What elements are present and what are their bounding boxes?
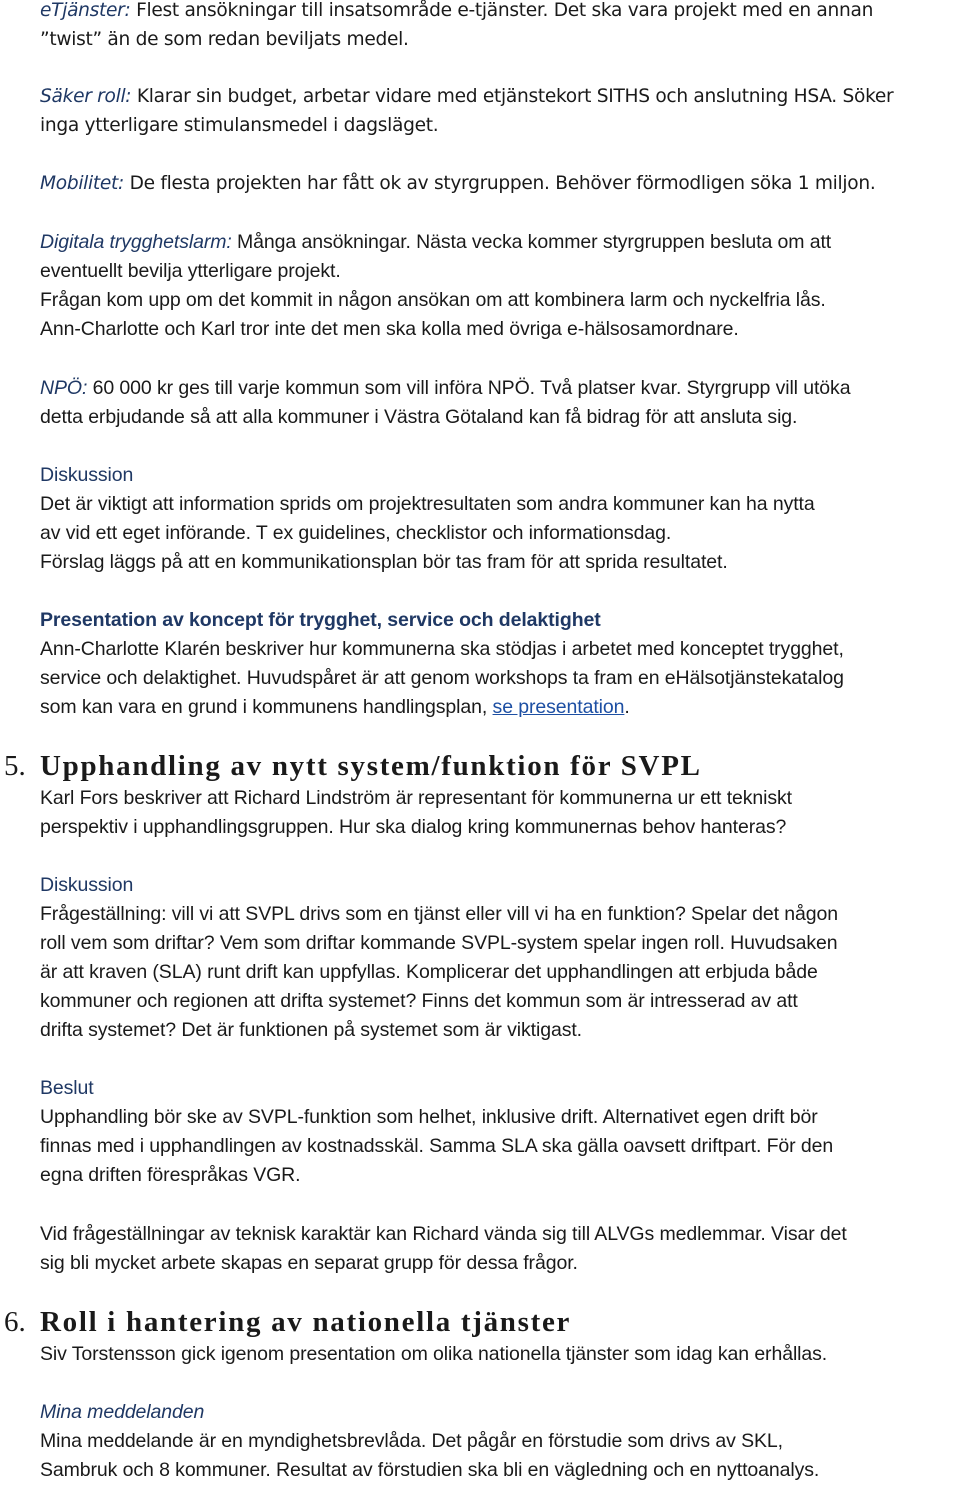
decision-line-4: Vid frågeställningar av teknisk karaktär kan Richard vända sig till ALVGs medlemmar. Visar det (40, 1223, 847, 1245)
discussion-2-line-2: roll vem som driftar? Vem som driftar kommande SVPL-system spelar ingen roll. Huvudsaken (40, 932, 838, 954)
section-5-title: Upphandling av nytt system/funktion för SVPL (40, 750, 702, 782)
npo-paragraph (40, 374, 952, 432)
section-5-intro (40, 784, 952, 842)
decision-line-1: Upphandling bör ske av SVPL-funktion som helhet, inklusive drift. Alternativet egen drift bör (40, 1106, 818, 1128)
trygghetslarm-paragraph (40, 228, 952, 344)
decision-line-5: sig bli mycket arbete skapas en separat grupp för dessa frågor. (40, 1252, 578, 1274)
discussion-2-line-4: kommuner och regionen att drifta systemet? Finns det kommun som är intresserad av att (40, 990, 798, 1012)
section-5-line-1: Karl Fors beskriver att Richard Lindström är representant för kommunerna ur ett tekniskt (40, 787, 792, 809)
discussion-1-heading: Diskussion (40, 464, 134, 486)
etjanster-line-1 (40, 0, 952, 25)
section-5-heading (4, 748, 952, 784)
mobilitet-text: De flesta projekten har fått ok av styrgruppen. Behöver förmodligen söka 1 miljon. (124, 173, 876, 194)
section-6-number: 6. (4, 1306, 26, 1338)
discussion-2-block (40, 871, 952, 1045)
decision-followup (40, 1220, 952, 1278)
etjanster-label: eTjänster: (40, 0, 131, 21)
trygghetslarm-line-2: eventuellt bevilja ytterligare projekt. (40, 260, 341, 282)
presentation-link[interactable]: se presentation (492, 696, 625, 718)
section-6-intro (40, 1340, 952, 1369)
discussion-1-line-2: av vid ett eget införande. T ex guidelines, checklistor och informationsdag. (40, 522, 672, 544)
mina-meddelanden-heading: Mina meddelanden (40, 1401, 205, 1423)
discussion-2-line-3: är att kraven (SLA) runt drift kan uppfyllas. Komplicerar det upphandlingen att erbjuda både (40, 961, 818, 983)
presentation-line-3 (40, 693, 952, 722)
mobilitet-label: Mobilitet: (40, 173, 125, 194)
section-5-line-2: perspektiv i upphandlingsgruppen. Hur ska dialog kring kommunernas behov hanteras? (40, 816, 787, 838)
etjanster-line-2: ”twist” än de som redan beviljats medel. (40, 29, 409, 50)
mina-meddelanden-block (40, 1398, 952, 1485)
discussion-1-block (40, 461, 952, 577)
discussion-2-line-5: drifta systemet? Det är funktionen på systemet som är viktigast. (40, 1019, 582, 1041)
trygghetslarm-line-1 (40, 228, 952, 257)
discussion-2-line-1: Frågeställning: vill vi att SVPL drivs som en tjänst eller vill vi ha en funktion? Spelar det någon (40, 903, 838, 925)
mobilitet-line-1 (40, 169, 952, 198)
mina-meddelanden-line-1: Mina meddelande är en myndighetsbrevlåda. Det pågår en förstudie som drivs av SKL, (40, 1430, 783, 1452)
trygghetslarm-line-3: Frågan kom upp om det kommit in någon ansökan om att kombinera larm och nyckelfria lås. (40, 289, 826, 311)
section-6-line-1: Siv Torstensson gick igenom presentation om olika nationella tjänster som idag kan erhållas. (40, 1343, 828, 1365)
presentation-line-2: service och delaktighet. Huvudspåret är att genom workshops ta fram en eHälsotjänstekatalog (40, 667, 844, 689)
presentation-block (40, 606, 952, 722)
presentation-heading: Presentation av koncept för trygghet, service och delaktighet (40, 609, 601, 631)
trygghetslarm-line-4: Ann-Charlotte och Karl tror inte det men ska kolla med övriga e-hälsosamordnare. (40, 318, 739, 340)
npo-line-1 (40, 374, 952, 403)
etjanster-text: Flest ansökningar till insatsområde e-tjänster. Det ska vara projekt med en annan (130, 0, 874, 21)
mobilitet-paragraph (40, 169, 952, 198)
npo-line-2: detta erbjudande så att alla kommuner i Västra Götaland kan få bidrag för att ansluta sig. (40, 406, 798, 428)
decision-line-2: finnas med i upphandlingen av kostnadsskäl. Samma SLA ska gälla oavsett driftpart. För den (40, 1135, 834, 1157)
section-6-heading (4, 1304, 952, 1340)
etjanster-paragraph (40, 0, 952, 54)
presentation-line-3-end: . (624, 696, 630, 718)
discussion-1-line-3: Förslag läggs på att en kommunikationsplan bör tas fram för att sprida resultatet. (40, 551, 728, 573)
saker-roll-text: Klarar sin budget, arbetar vidare med etjänstekort SITHS och anslutning HSA. Söker (131, 86, 894, 107)
saker-roll-paragraph (40, 82, 952, 140)
trygghetslarm-label: Digitala trygghetslarm: (40, 231, 232, 253)
presentation-line-1: Ann-Charlotte Klarén beskriver hur kommunerna ska stödjas i arbetet med konceptet trygghet, (40, 638, 844, 660)
decision-heading: Beslut (40, 1077, 94, 1099)
section-6-title: Roll i hantering av nationella tjänster (40, 1306, 572, 1338)
decision-line-3: egna driften förespråkas VGR. (40, 1164, 301, 1186)
npo-label: NPÖ: (40, 377, 88, 399)
npo-text: 60 000 kr ges till varje kommun som vill införa NPÖ. Två platser kvar. Styrgrupp vill utöka (87, 377, 851, 399)
trygghetslarm-text: Många ansökningar. Nästa vecka kommer styrgruppen besluta om att (231, 231, 832, 253)
section-5-number: 5. (4, 750, 26, 782)
discussion-1-line-1: Det är viktigt att information sprids om projektresultaten som andra kommuner kan ha nytta (40, 493, 815, 515)
presentation-line-3-text: som kan vara en grund i kommunens handlingsplan, (40, 696, 493, 718)
mina-meddelanden-line-2: Sambruk och 8 kommuner. Resultat av förstudien ska bli en vägledning och en nyttoanalys. (40, 1459, 820, 1481)
saker-roll-line-1 (40, 82, 952, 111)
decision-block (40, 1074, 952, 1190)
saker-roll-label: Säker roll: (40, 86, 132, 107)
discussion-2-heading: Diskussion (40, 874, 134, 896)
saker-roll-line-2: inga ytterligare stimulansmedel i dagsläget. (40, 115, 439, 136)
